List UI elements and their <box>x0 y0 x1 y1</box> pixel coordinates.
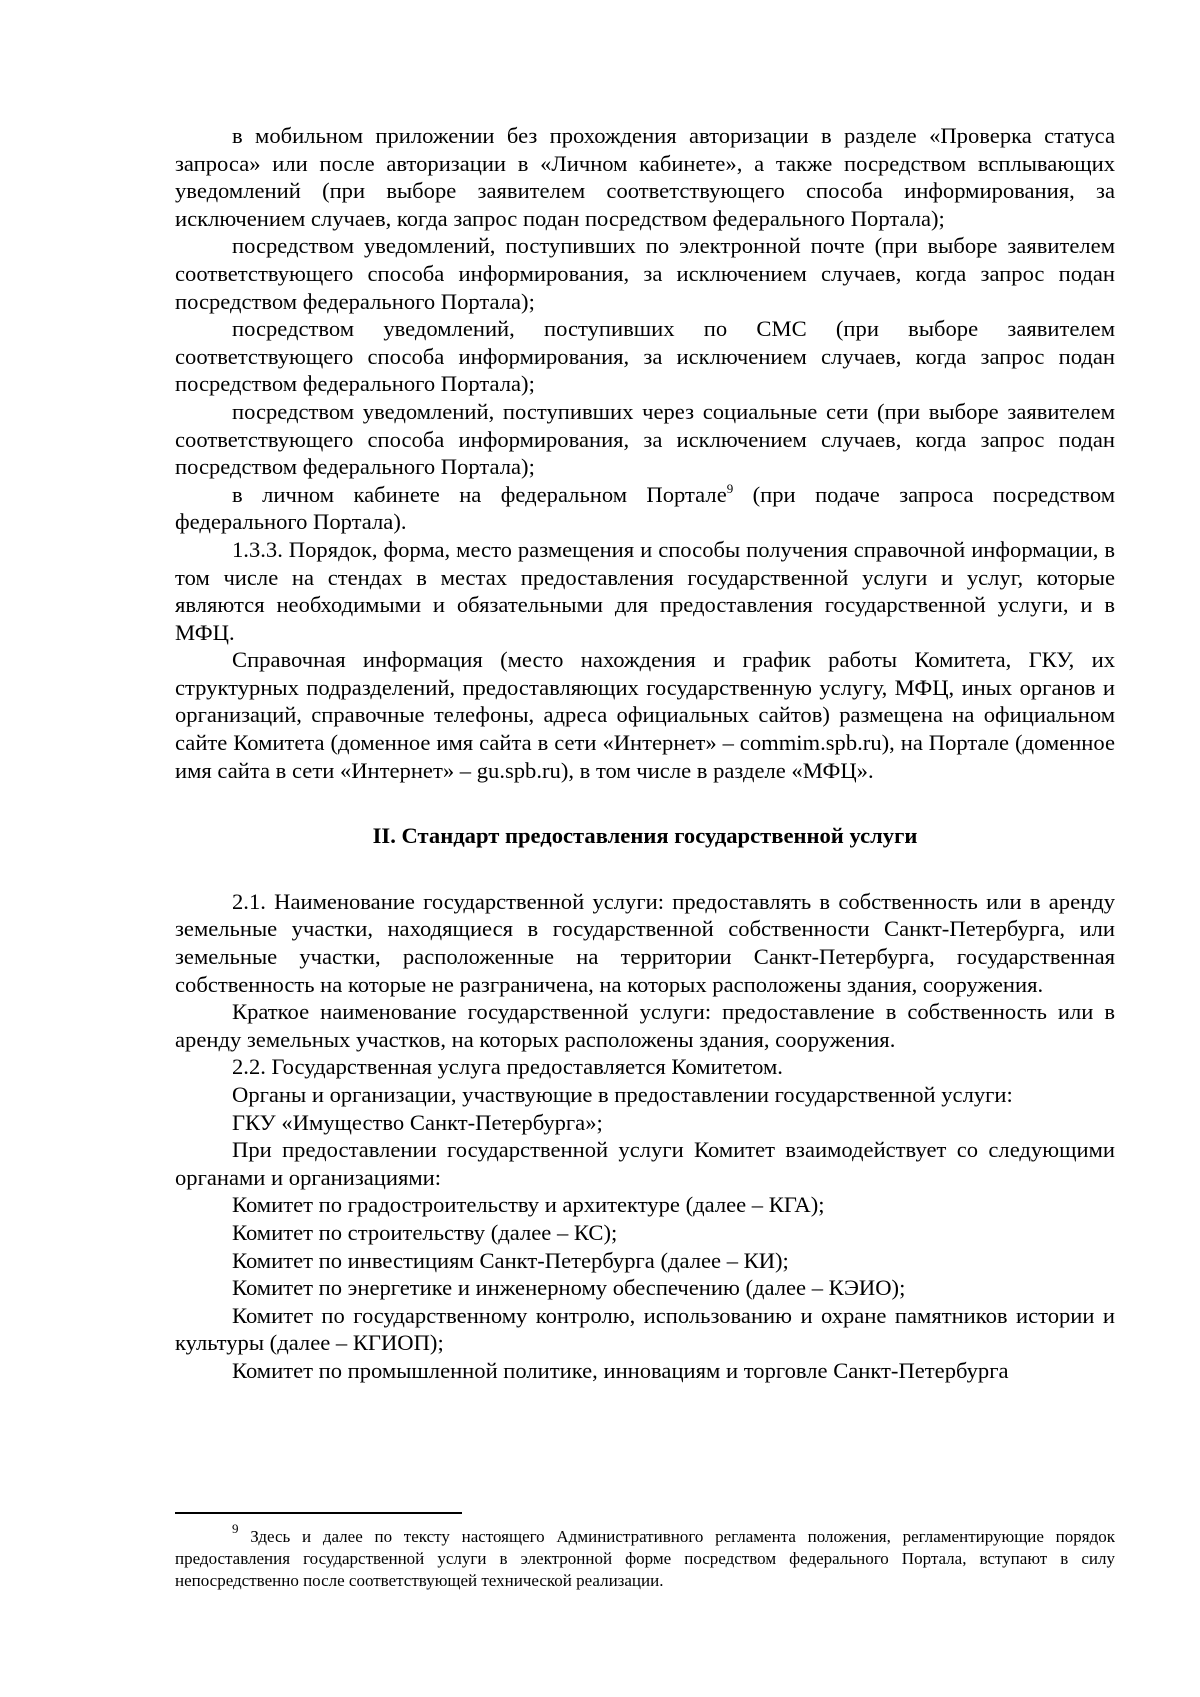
paragraph: Органы и организации, участвующие в предоставлении государственной услуги: <box>232 1082 1013 1107</box>
footnote-number: 9 <box>232 1521 239 1536</box>
paragraph: Комитет по энергетике и инженерному обеспечению (далее – КЭИО); <box>232 1275 906 1301</box>
paragraph: посредством уведомлений, поступивших по СМС (при выборе заявителем соответствующего способа информирования, за исключением случаев, когда запрос подан посредством федерального Портала); <box>175 316 1115 397</box>
paragraph: в мобильном приложении без прохождения авторизации в разделе «Проверка статуса запроса» или после авторизации в «Личном кабинете», а также посредством всплывающих уведомлений (при выборе заявителем соответствующего способа информирования, за исключением случаев, когда запрос подан посредством федерального Портала); <box>175 123 1115 231</box>
section-heading: II. Стандарт предоставления государственной услуги <box>372 823 918 849</box>
paragraph: Комитет по строительству (далее – КС); <box>232 1219 618 1245</box>
paragraph: Комитет по инвестициям Санкт-Петербурга (далее – КИ); <box>232 1247 789 1273</box>
paragraph: Комитет по государственному контролю, использованию и охране памятников истории и культуры (далее – КГИОП); <box>175 1302 1115 1356</box>
paragraph: ГКУ «Имущество Санкт-Петербурга»; <box>232 1109 603 1135</box>
footnote-text: Здесь и далее по тексту настоящего Административного регламента положения, регламентирующие порядок предоставления государственной услуги в электронной форме посредством федерального Портала, вступают в силу непосредственно после соответствующей технической реализации. <box>175 1527 1115 1590</box>
paragraph: 1.3.3. Порядок, форма, место размещения и способы получения справочной информации, в том числе на стендах в местах предоставления государственной услуги и услуг, которые являются необходимыми и обязательными для предоставления государственной услуги, и в МФЦ. <box>175 536 1115 645</box>
footnote-reference: 9 <box>726 480 734 496</box>
paragraph-personal-cabinet <box>175 481 1115 536</box>
paragraph: Краткое наименование государственной услуги: предоставление в собственность или в аренду земельных участков, на которых расположены здания, сооружения. <box>175 999 1115 1052</box>
document-body <box>175 122 1115 1385</box>
paragraph: Справочная информация (место нахождения и график работы Комитета, ГКУ, их структурных подразделений, предоставляющих государственную услугу, МФЦ, иных органов и организаций, справочные телефоны, адреса официальных сайтов) размещена на официальном сайте Комитета (доменное имя сайта в сети «Интернет» – commim.spb.ru), на Портале (доменное имя сайта в сети «Интернет» – gu.spb.ru), в том числе в разделе «МФЦ». <box>175 647 1115 783</box>
paragraph: При предоставлении государственной услуги Комитет взаимодействует со следующими органами и организациями: <box>175 1137 1115 1190</box>
paragraph: Комитет по градостроительству и архитектуре (далее – КГА); <box>232 1192 825 1218</box>
paragraph-text: (при подаче запроса посредством федерального Портала). <box>175 481 1115 535</box>
footnote <box>175 1521 1115 1592</box>
paragraph-text: в личном кабинете на федеральном Портале <box>232 481 727 507</box>
paragraph: 2.1. Наименование государственной услуги: предоставлять в собственность или в аренду земельные участки, находящиеся в государственной собственности Санкт-Петербурга, или земельные участки, расположенные на территории Санкт-Петербурга, государственная собственность на которые не разграничена, на которых расположены здания, сооружения. <box>175 888 1115 997</box>
paragraph: Комитет по промышленной политике, инновациям и торговле Санкт-Петербурга <box>232 1357 1009 1383</box>
paragraph: посредством уведомлений, поступивших по электронной почте (при выборе заявителем соответствующего способа информирования, за исключением случаев, когда запрос подан посредством федерального Портала); <box>175 233 1115 314</box>
paragraph: посредством уведомлений, поступивших через социальные сети (при выборе заявителем соответствующего способа информирования, за исключением случаев, когда запрос подан посредством федерального Портала); <box>175 398 1115 480</box>
paragraph: 2.2. Государственная услуга предоставляется Комитетом. <box>232 1054 783 1080</box>
footnote-separator <box>175 1512 462 1514</box>
